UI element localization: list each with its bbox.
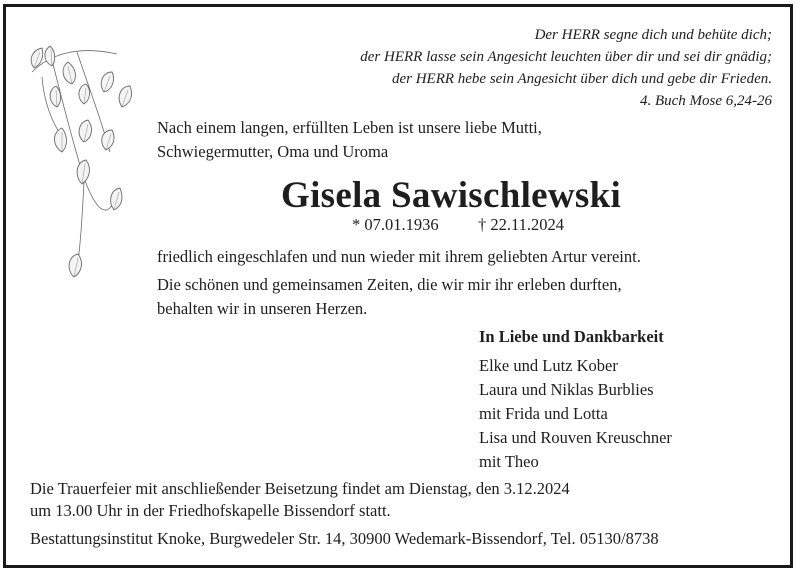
funeral-line-1: Die Trauerfeier mit anschließender Beisetzung findet am Dienstag, den 3.12.2024 [30,479,570,498]
death-date: † 22.11.2024 [478,215,565,234]
deceased-name: Gisela Sawischlewski [281,175,622,216]
mourner-line: Lisa und Rouven Kreuschner [479,428,672,447]
mourner-line: Elke und Lutz Kober [479,356,618,375]
birth-date: * 07.01.1936 [352,215,439,234]
mourner-line: Laura und Niklas Burblies [479,380,654,399]
mourners-heading: In Liebe und Dankbarkeit [479,327,664,346]
message-line-1: friedlich eingeschlafen und nun wieder mit ihrem geliebten Artur vereint. [157,247,641,266]
verse-line: der HERR lasse sein Angesicht leuchten über dir und sei dir gnädig; [360,49,772,65]
intro-line-2: Schwiegermutter, Oma und Uroma [157,142,389,161]
verse-line: der HERR hebe sein Angesicht über dich und gebe dir Frieden. [391,71,772,87]
verse-line: Der HERR segne dich und behüte dich; [534,27,772,43]
message-line-3: behalten wir in unseren Herzen. [157,299,368,318]
intro-line-1: Nach einem langen, erfüllten Leben ist unsere liebe Mutti, [157,118,542,137]
mourner-line: mit Frida und Lotta [479,404,608,423]
verse-reference: 4. Buch Mose 6,24-26 [639,93,772,109]
bible-verse [360,24,772,112]
funeral-line-2: um 13.00 Uhr in der Friedhofskapelle Bissendorf statt. [30,501,391,520]
mourner-line: mit Theo [479,452,539,471]
undertaker-info: Bestattungsinstitut Knoke, Burgwedeler Str. 14, 30900 Wedemark-Bissendorf, Tel. 05130/8738 [30,529,659,548]
birch-branch-illustration [22,42,142,312]
message-line-2: Die schönen und gemeinsamen Zeiten, die wir mir ihr erleben durften, [157,275,622,294]
